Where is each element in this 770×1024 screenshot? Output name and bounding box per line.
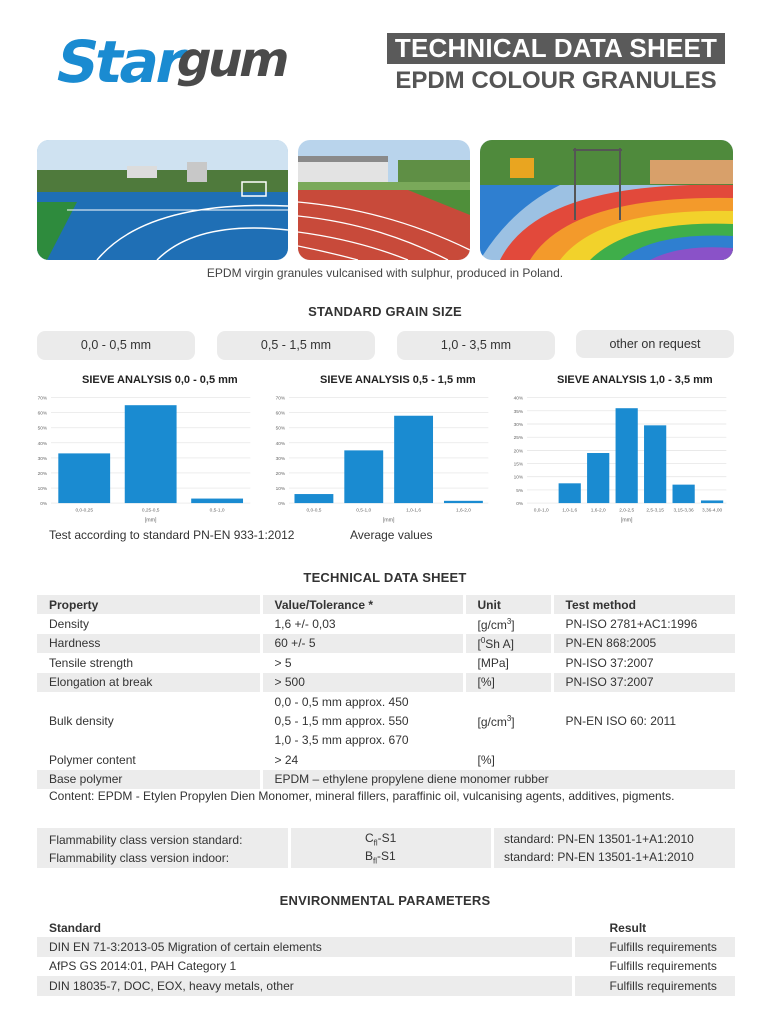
x-tick-label: 1,0-1,6 — [562, 508, 578, 514]
row-value: 1,0 - 3,5 mm approx. 670 — [261, 731, 464, 750]
title-line1: TECHNICAL DATA SHEET — [387, 33, 725, 64]
blue-sports-court-photo — [37, 140, 288, 260]
table-header-row — [37, 595, 735, 614]
row-method: PN-ISO 37:2007 — [565, 655, 654, 670]
env-standard: AfPS GS 2014:01, PAH Category 1 — [37, 957, 573, 976]
y-tick-label: 40% — [37, 441, 48, 447]
row-method: PN-EN 868:2005 — [552, 634, 735, 653]
rainbow-playground-photo — [480, 140, 733, 260]
bar-1,6-2,0 — [587, 453, 609, 503]
x-tick-label: 2,0-2,5 — [619, 508, 635, 514]
environmental-title: ENVIRONMENTAL PARAMETERS — [279, 893, 491, 908]
row-unit: $[g/cm^3]$ — [464, 692, 552, 750]
y-tick-label: 30% — [275, 456, 286, 462]
y-tick-label: 60% — [275, 411, 286, 417]
sieve-title-3: SIEVE ANALYSIS 1,0 - 3,5 mm — [557, 374, 713, 386]
row-method: PN-ISO 2781+AC1:1996 — [565, 617, 698, 632]
bar-3,36-4,00 — [701, 500, 723, 503]
row-property: Polymer content — [37, 750, 261, 769]
y-tick-label: 50% — [275, 426, 286, 432]
grain-option-0.5-1.5: 0,5 - 1,5 mm — [217, 331, 375, 360]
y-tick-label: 0% — [278, 502, 286, 507]
env-standard: DIN EN 71-3:2013-05 Migration of certain elements — [37, 937, 573, 956]
header-unit: Unit — [464, 595, 552, 614]
table-row — [37, 673, 735, 692]
stargum-logo — [48, 20, 288, 110]
y-tick-label: 0% — [516, 502, 524, 507]
y-tick-label: 0% — [40, 502, 48, 507]
header-value: Value/Tolerance * — [261, 595, 464, 614]
row-property: Tensile strength — [37, 653, 261, 672]
content-description: Content: EPDM - Etylen Propylen Dien Monomer, mineral fillers, paraffinic oil, vulcanising agents, additives, pigments. — [49, 789, 675, 803]
bar-0,5-1,0 — [344, 450, 383, 503]
x-tick-label: 0,0-1,0 — [533, 508, 549, 514]
x-axis-label: [mm] — [382, 517, 395, 524]
y-tick-label: 10% — [275, 486, 286, 492]
environmental-table — [37, 918, 735, 996]
row-value: > 24 — [261, 750, 464, 769]
x-tick-label: 3,36-4,00 — [701, 508, 723, 514]
env-result: Fulfills requirements — [573, 937, 735, 956]
row-value: 60 +/- 5 — [261, 634, 464, 653]
table-row — [37, 750, 735, 769]
row-method: PN-EN ISO 60: 2011 — [565, 714, 676, 729]
y-tick-label: 20% — [513, 449, 524, 455]
row-value: > 5 — [261, 653, 464, 672]
bar-1,0-1,6 — [394, 416, 433, 503]
table-row — [37, 614, 735, 633]
table-row — [37, 957, 735, 976]
y-tick-label: 50% — [37, 426, 48, 432]
y-tick-label: 5% — [516, 488, 524, 494]
row-property: Bulk density — [37, 692, 261, 750]
flammability-standard-class: $C_{fl}-S1$ — [365, 831, 397, 848]
x-tick-label: 0,0-0,25 — [75, 508, 93, 514]
row-value: EPDM – ethylene propylene diene monomer rubber — [261, 770, 735, 789]
env-result: Fulfills requirements — [609, 959, 717, 974]
table-row — [37, 634, 735, 653]
bar-0,0-0,25 — [58, 453, 110, 503]
bar-1,0-1,6 — [559, 483, 581, 503]
x-axis-label: [mm] — [620, 517, 633, 524]
sieve-chart-1 — [28, 389, 258, 529]
header-method: Test method — [552, 595, 735, 614]
table-row — [37, 653, 735, 672]
row-property: Density — [37, 614, 261, 633]
env-result: Fulfills requirements — [573, 976, 735, 995]
x-tick-label: 1,0-1,6 — [406, 508, 422, 514]
env-header-row — [37, 918, 735, 937]
x-axis-label: [mm] — [144, 517, 157, 524]
document-title — [387, 33, 725, 93]
table-row — [37, 976, 735, 995]
test-standard-note: Test according to standard PN-EN 933-1:2012 — [49, 528, 295, 542]
row-value: 1,6 +/- 0,03 — [261, 614, 464, 633]
header-property: Property — [37, 595, 261, 614]
bar-1,6-2,0 — [444, 501, 483, 503]
row-unit: [$^0$Sh A] — [464, 634, 552, 653]
row-unit: $[g/cm^3]$ — [464, 614, 552, 633]
x-tick-label: 2,5-3,15 — [646, 508, 664, 514]
row-unit: [%] — [464, 673, 552, 692]
bar-2,5-3,15 — [644, 425, 666, 503]
y-tick-label: 10% — [37, 486, 48, 492]
env-standard: DIN 18035-7, DOC, EOX, heavy metals, other — [37, 976, 573, 995]
bar-0,5-1,0 — [191, 499, 243, 504]
y-tick-label: 30% — [37, 456, 48, 462]
x-tick-label: 0,0-0,5 — [306, 508, 322, 514]
sieve-chart-3 — [504, 389, 734, 529]
sieve-title-2: SIEVE ANALYSIS 0,5 - 1,5 mm — [320, 374, 476, 386]
row-method: PN-ISO 37:2007 — [552, 673, 735, 692]
logo-gum-text: gum — [171, 32, 288, 88]
flammability-standard-norm: standard: PN-EN 13501-1+A1:2010 — [504, 832, 694, 846]
row-property: Elongation at break — [37, 673, 261, 692]
y-tick-label: 70% — [275, 396, 286, 402]
table-row — [37, 937, 735, 956]
tds-title: TECHNICAL DATA SHEET — [303, 570, 467, 585]
flammability-block — [37, 828, 735, 868]
flammability-indoor-class: $B_{fl}-S1$ — [365, 849, 396, 866]
y-tick-label: 10% — [513, 475, 524, 481]
env-header-standard: Standard — [37, 918, 573, 937]
technical-data-table — [37, 595, 735, 789]
title-line2: EPDM COLOUR GRANULES — [395, 67, 717, 94]
x-tick-label: 0,5-1,0 — [209, 508, 225, 514]
red-running-track-photo — [298, 140, 470, 260]
sieve-chart-2 — [266, 389, 496, 529]
x-tick-label: 1,6-2,0 — [455, 508, 471, 514]
y-tick-label: 70% — [37, 396, 48, 402]
sieve-title-1: SIEVE ANALYSIS 0,0 - 0,5 mm — [82, 374, 238, 386]
grain-option-0-0.5: 0,0 - 0,5 mm — [37, 331, 195, 360]
bar-0,0-0,5 — [294, 494, 333, 503]
grain-option-other: other on request — [576, 330, 734, 358]
average-values-note: Average values — [350, 528, 433, 542]
y-tick-label: 30% — [513, 422, 524, 428]
flammability-indoor-norm: standard: PN-EN 13501-1+A1:2010 — [504, 850, 694, 864]
y-tick-label: 20% — [37, 471, 48, 477]
logo-star-text: Star — [49, 28, 190, 96]
x-tick-label: 3,15-3,36 — [673, 508, 694, 514]
flammability-indoor-label: Flammability class version indoor: — [49, 851, 230, 865]
table-row-bulk-1 — [37, 692, 735, 711]
x-tick-label: 0,5-1,0 — [356, 508, 372, 514]
y-tick-label: 35% — [513, 409, 524, 415]
env-header-result: Result — [609, 920, 647, 935]
row-unit: [MPa] — [464, 653, 552, 672]
y-tick-label: 40% — [513, 396, 524, 402]
bar-3,15-3,36 — [673, 485, 695, 503]
table-row — [37, 770, 735, 789]
row-property: Hardness — [37, 634, 261, 653]
x-tick-label: 1,6-2,0 — [590, 508, 606, 514]
row-value: > 500 — [261, 673, 464, 692]
grain-option-1.0-3.5: 1,0 - 3,5 mm — [397, 331, 555, 360]
x-tick-label: 0,25-0,5 — [141, 508, 160, 514]
y-tick-label: 15% — [513, 462, 524, 468]
y-tick-label: 25% — [513, 436, 524, 442]
bar-0,25-0,5 — [125, 405, 177, 503]
y-tick-label: 40% — [275, 441, 286, 447]
grain-size-title: STANDARD GRAIN SIZE — [308, 304, 462, 319]
flammability-standard-label: Flammability class version standard: — [49, 833, 243, 847]
y-tick-label: 60% — [37, 411, 48, 417]
bar-2,0-2,5 — [616, 408, 638, 503]
photo-caption: EPDM virgin granules vulcanised with sulphur, produced in Poland. — [206, 266, 564, 280]
row-unit: [%] — [464, 750, 552, 769]
y-tick-label: 20% — [275, 471, 286, 477]
row-value: 0,0 - 0,5 mm approx. 450 — [261, 692, 464, 711]
row-property: Base polymer — [37, 770, 261, 789]
row-value: 0,5 - 1,5 mm approx. 550 — [261, 711, 464, 730]
